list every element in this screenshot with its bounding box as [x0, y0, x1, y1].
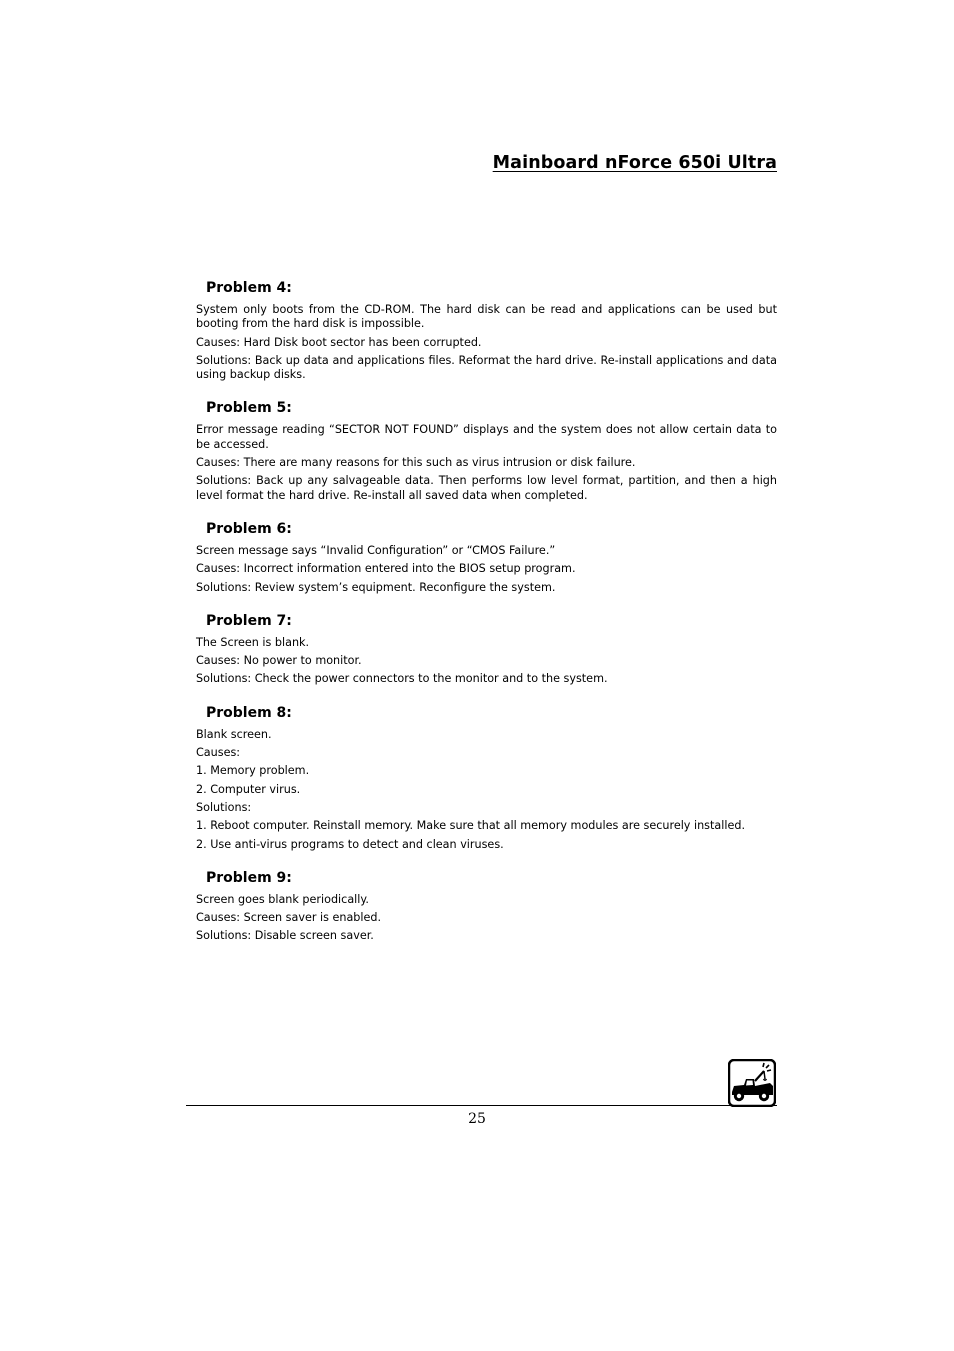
- troubleshooting-content: [196, 279, 777, 948]
- problem-solutions: Solutions: Disable screen saver.: [196, 929, 374, 943]
- problem-heading: Problem 4:: [206, 280, 292, 296]
- problem-causes: Causes: There are many reasons for this such as virus intrusion or disk failure.: [196, 456, 636, 470]
- problem-heading: Problem 7:: [206, 612, 292, 629]
- page-number: 25: [468, 1111, 486, 1127]
- problem-heading: Problem 8:: [206, 704, 292, 721]
- problem-heading: Problem 9:: [206, 869, 292, 886]
- problem-causes: Causes: No power to monitor.: [196, 654, 362, 668]
- problem-causes: Causes: Hard Disk boot sector has been corrupted.: [196, 335, 482, 349]
- problem-description: Screen message says “Invalid Configuration” or “CMOS Failure.”: [196, 543, 556, 557]
- problem-section-8: [196, 704, 777, 852]
- problem-solutions: Solutions: Back up data and applications files. Reformat the hard drive. Re-install applications and data using backup disks.: [196, 353, 777, 382]
- problem-section-6: [196, 520, 777, 595]
- problem-description: The Screen is blank.: [196, 635, 310, 649]
- problem-cause-item: 2. Computer virus.: [196, 782, 301, 796]
- problem-heading: Problem 6:: [206, 520, 292, 537]
- problem-description: Blank screen.: [196, 727, 272, 741]
- problem-solutions: Solutions: Review system’s equipment. Reconfigure the system.: [196, 580, 556, 594]
- problem-section-7: [196, 612, 777, 687]
- problem-causes: Causes: Screen saver is enabled.: [196, 911, 382, 925]
- problem-causes: Causes: Incorrect information entered into the BIOS setup program.: [196, 562, 576, 576]
- problem-description: Screen goes blank periodically.: [196, 892, 369, 906]
- tow-truck-icon: [728, 1059, 776, 1107]
- problem-description: System only boots from the CD-ROM. The hard disk can be read and applications can be used but booting from the hard disk is impossible.: [196, 303, 777, 331]
- problem-solutions: Solutions: Back up any salvageable data. Then performs low level format, partition, and then a high level format the hard drive. Re-install all saved data when completed.: [196, 474, 777, 502]
- problem-solution-item: 2. Use anti-virus programs to detect and clean viruses.: [196, 837, 504, 851]
- problem-heading: Problem 5:: [206, 400, 292, 417]
- problem-causes-label: Causes:: [196, 746, 241, 760]
- problem-solutions: Solutions: Check the power connectors to the monitor and to the system.: [196, 672, 608, 686]
- problem-cause-item: 1. Memory problem.: [196, 764, 310, 778]
- problem-description: Error message reading “SECTOR NOT FOUND” displays and the system does not allow certain data to be accessed.: [196, 423, 777, 451]
- problem-section-9: [196, 869, 777, 944]
- problem-section-4: [196, 279, 777, 382]
- page-header-title: Mainboard nForce 650i Ultra: [492, 153, 777, 173]
- footer-rule: [186, 1105, 777, 1106]
- problem-solutions-label: Solutions:: [196, 800, 252, 814]
- problem-solution-item: 1. Reboot computer. Reinstall memory. Make sure that all memory modules are securely installed.: [196, 819, 746, 833]
- problem-section-5: [196, 399, 777, 502]
